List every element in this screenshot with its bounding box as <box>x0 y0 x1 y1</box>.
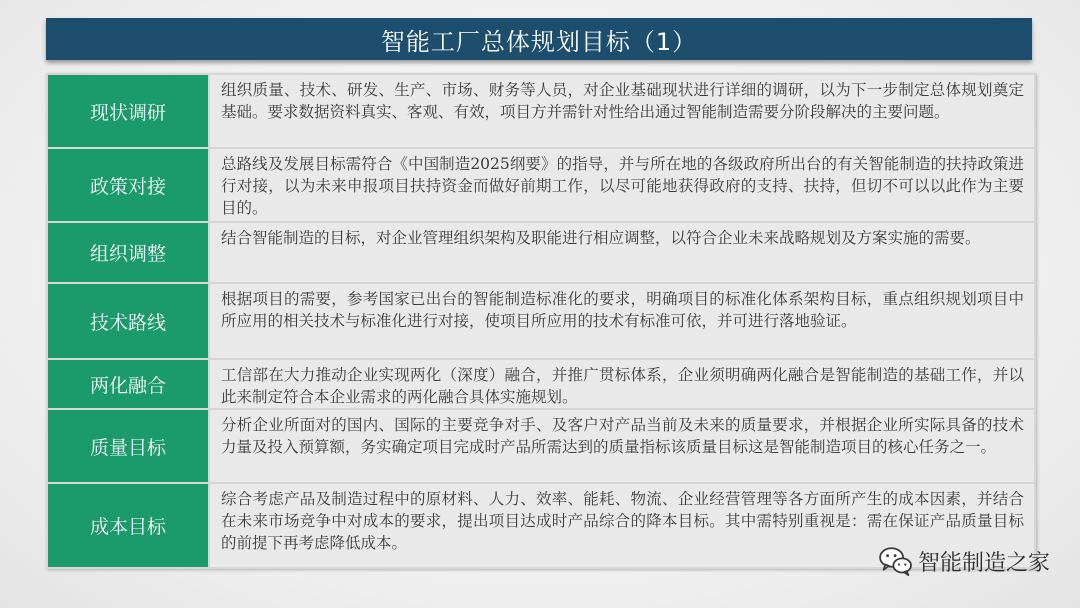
title-bar <box>46 18 1032 60</box>
row-description: 工信部在大力推动企业实现两化（深度）融合，并推广贯标体系，企业须明确两化融合是智能制造的基础工作，并以此来制定符合本企业需求的两化融合具体实施规划。 <box>210 360 1034 408</box>
table-row <box>48 149 1034 223</box>
row-description: 结合智能制造的目标，对企业管理组织架构及职能进行相应调整，以符合企业未来战略规划及方案实施的需要。 <box>210 223 1034 282</box>
row-label-text: 政策对接 <box>89 175 166 198</box>
table-row <box>48 360 1034 410</box>
row-description: 根据项目的需要，参考国家已出台的智能制造标准化的要求，明确项目的标准化体系架构目标，重点组织规划项目中所应用的相关技术与标准化进行对接，使项目所应用的技术有标准可依，并可进行落地验证。 <box>210 284 1034 358</box>
watermark <box>878 544 1050 578</box>
row-label-text: 组织调整 <box>89 243 166 265</box>
row-description: 总路线及发展目标需符合《中国制造2025纲要》的指导，并与所在地的各级政府所出台的有关智能制造的扶持政策进行对接，以为未来申报项目扶持资金而做好前期工作，以尽可能地获得政府的支持、扶持，但切不可以以此作为主要目的。 <box>210 149 1034 221</box>
row-label <box>48 75 210 147</box>
row-label-text: 技术路线 <box>89 311 166 334</box>
table-row <box>48 410 1034 484</box>
row-label <box>48 284 210 358</box>
row-description: 综合考虑产品及制造过程中的原材料、人力、效率、能耗、物流、企业经营管理等各方面所产生的成本因素，并结合在未来市场竞争中对成本的要求，提出项目达成时产品综合的降本目标。其中需特别重视是：需在保证产品质量目标的前提下再考虑降低成本。 <box>210 484 1034 567</box>
row-label <box>48 149 210 221</box>
table-row <box>48 223 1034 284</box>
row-label <box>48 223 210 282</box>
row-description: 组织质量、技术、研发、生产、市场、财务等人员，对企业基础现状进行详细的调研，以为下一步制定总体规划奠定基础。要求数据资料真实、客观、有效，项目方并需针对性给出通过智能制造需要分阶段解决的主要问题。 <box>210 75 1034 147</box>
row-label <box>48 484 210 567</box>
row-label-text: 质量目标 <box>89 436 166 459</box>
row-label <box>48 410 210 482</box>
row-label-text: 两化融合 <box>89 374 166 397</box>
goals-table <box>46 73 1036 569</box>
table-row <box>48 75 1034 149</box>
row-label-text: 成本目标 <box>89 516 166 538</box>
row-description: 分析企业所面对的国内、国际的主要竞争对手、及客户对产品当前及未来的质量要求，并根据企业所实际具备的技术力量及投入预算额，务实确定项目完成时产品所需达到的质量指标该质量目标这是智能制造项目的核心任务之一。 <box>210 410 1034 482</box>
page-title: 智能工厂总体规划目标（1） <box>380 27 698 56</box>
table-row <box>48 284 1034 360</box>
wechat-icon <box>878 546 914 576</box>
row-label <box>48 360 210 408</box>
row-label-text: 现状调研 <box>89 101 166 124</box>
watermark-text: 智能制造之家 <box>917 550 1050 576</box>
